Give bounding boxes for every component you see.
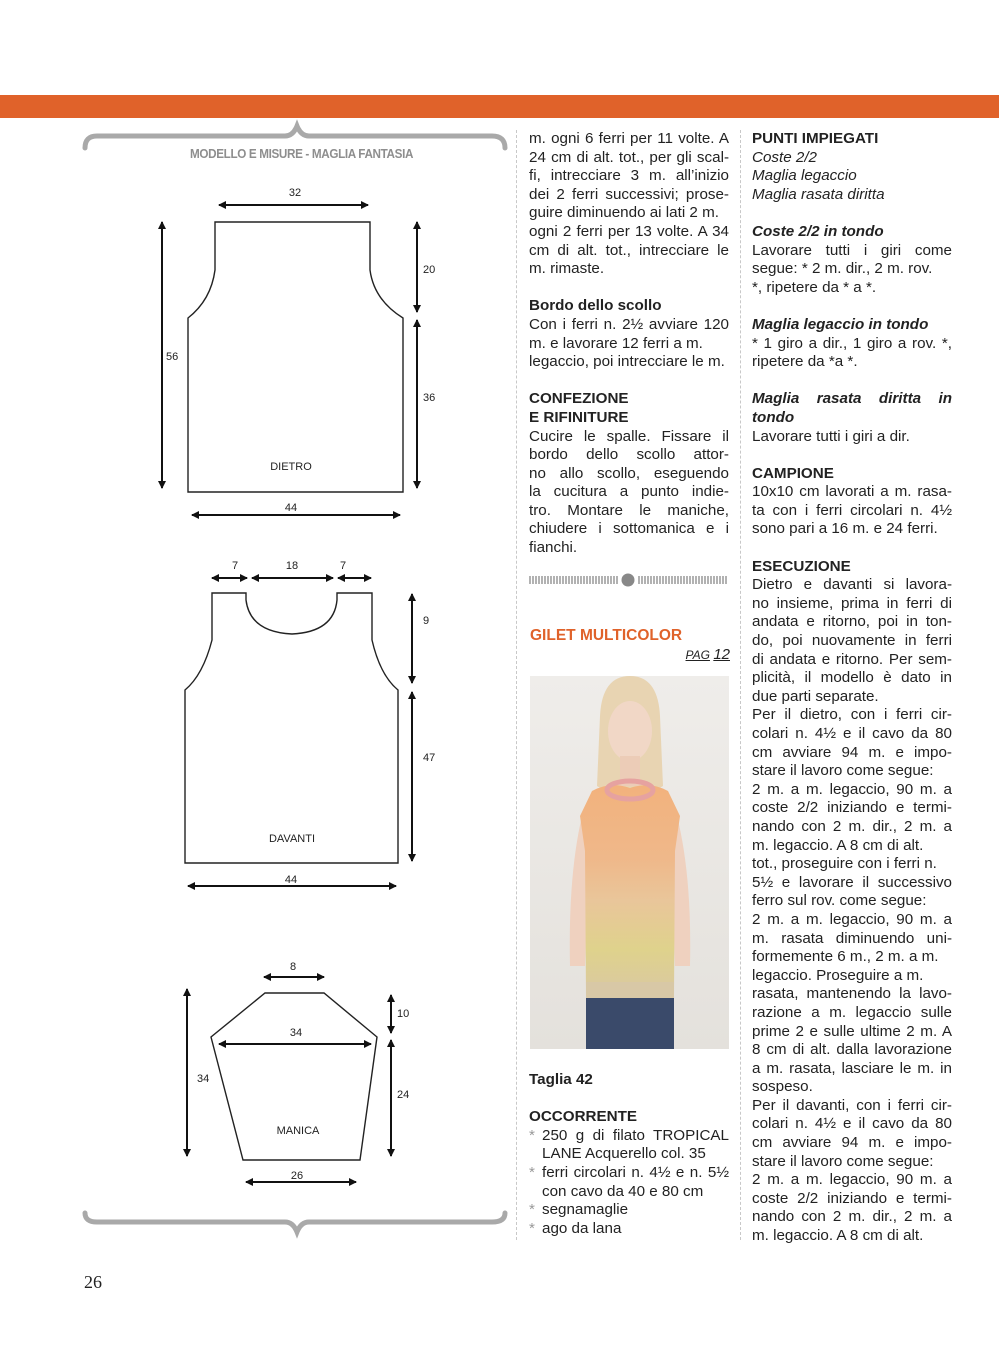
garter-text [752,335,952,372]
text-line: ogni 2 ferri per 13 volte. A 34 [529,222,729,240]
size-label: Taglia 42 [529,1071,593,1088]
text-line: cm di alt. tot., intrecciare le [529,241,729,259]
text-line: fi, intrecciare 3 m. all’inizio [529,167,729,185]
text-line: bordo dello scollo attor- [529,446,729,464]
page-ref-label: PAG [685,647,710,662]
text-line: ripetere da *a *. [752,353,858,371]
text-line: LANE Acquerello col. 35 [542,1145,706,1163]
back-bottom-label: 44 [284,502,298,514]
text-line: m. rasata diminuendo uni- [752,929,952,947]
sleeve-height-label: 34 [197,1073,210,1085]
materials-heading: OCCORRENTE [529,1108,638,1126]
bullet-star-icon: * [529,1201,535,1219]
back-side-top-label: 20 [423,264,436,276]
text-line: do, poi nuovamente in ferri [752,632,952,650]
text-line: ta con i ferri circolari n. 4½ [752,501,952,519]
top-bracket [85,126,505,148]
text-line: colari n. 4½ e il cavo da 80 [752,1115,952,1133]
text-line: rasata, mantenendo la lavo- [752,985,952,1003]
text-line: m. rimaste. [529,260,605,278]
stitches-list [752,149,952,205]
text-line: no allo scollo, eseguendo [529,464,729,482]
sleeve-top-label: 8 [289,961,297,973]
column-separator-1 [516,130,517,1240]
text-line: sono pari a 16 m. e 24 ferri. [752,520,938,538]
page-ref-number: 12 [713,645,730,663]
execution-heading: ESECUZIONE [752,557,851,575]
neck-border-heading: Bordo dello scollo [529,297,662,315]
text-line: sospeso. [752,1078,813,1096]
text-line: 2 m. a m. legaccio, 90 m. a [752,780,952,798]
back-height-label: 56 [166,351,179,363]
stockinette-heading-line1: Maglia rasata diritta in [752,390,952,408]
front-body-label: 47 [423,752,436,764]
materials-item [529,1127,729,1164]
text-line: dei 2 ferri successivi; prose- [529,185,729,203]
materials-item [529,1201,729,1220]
sleeve-piece-name: MANICA [276,1125,320,1137]
bullet-star-icon: * [529,1219,535,1237]
materials-section [529,1071,729,1238]
text-line: Lavorare tutti i giri come [752,241,952,259]
text-line: Con i ferri n. 2½ avviare 120 [529,315,729,333]
text-line: di andata e ritorno. Per sem- [752,650,952,668]
text-line: due parti separate. [752,687,879,705]
schematics-diagram [0,0,515,1240]
finishing-heading-line2: E RIFINITURE [529,408,629,426]
bottom-bracket [85,1213,505,1232]
back-top-label: 32 [288,187,302,199]
page-number: 26 [84,1272,102,1292]
text-line: cm avviare 94 m. e impo- [752,1134,952,1152]
back-piece-name: DIETRO [270,461,312,473]
instructions-column-3 [752,130,952,1246]
text-line: prime 2 e sulle ultime 2 m. A [752,1022,952,1040]
text-line: legaccio. Proseguire a m. [752,966,924,984]
text-line: m. legaccio. A 8 cm di alt. [752,836,924,854]
sleeve-length-label: 24 [397,1089,410,1101]
text-line: 2 m. a m. legaccio, 90 m. a [752,1171,952,1189]
rib-heading: Coste 2/2 in tondo [752,222,884,240]
sleeve-bottom-label: 26 [290,1170,304,1182]
finishing-heading-line1: CONFEZIONE [529,390,629,408]
garter-heading: Maglia legaccio in tondo [752,315,929,333]
text-line: ago da lana [542,1219,622,1237]
back-shaping-text [529,130,729,279]
stockinette-text [752,428,952,447]
pattern-title: GILET MULTICOLOR [530,627,683,644]
text-line: colari n. 4½ e il cavo da 80 [752,725,952,742]
text-line: coste 2/2 iniziando e termi- [752,1189,952,1207]
text-line: 5½ e lavorare il successivo [752,873,952,891]
text-line: Per il dietro, con i ferri cir- [752,706,952,724]
text-line: Cucire le spalle. Fissare il [529,427,729,445]
sleeve-cap-label: 10 [397,1008,410,1020]
text-line: 250 g di filato TROPICAL [542,1126,729,1144]
materials-list [529,1127,729,1239]
materials-item [529,1164,729,1201]
text-line: * 1 giro a dir., 1 giro a rov. *, [752,334,952,352]
gauge-heading: CAMPIONE [752,464,834,482]
text-line: la cucitura a punto indie- [529,483,729,501]
text-line: nando con 2 m. dir., 2 m. a [752,1208,952,1226]
front-armhole-label: 9 [423,615,430,627]
text-line: ferro sul rov. come segue: [752,892,927,910]
text-line: nando con 2 m. dir., 2 m. a [752,817,952,835]
front-piece-outline [185,593,398,863]
text-line: m. legaccio. A 8 cm di alt. [752,1227,924,1245]
front-neck-label: 18 [285,560,299,572]
text-line: formemente 6 m., 2 m. a m. [752,948,939,966]
text-line: no insieme, prima in ferri di [752,594,952,612]
text-line: chiudere i sottomanica e i [529,520,729,538]
section-divider [529,573,729,587]
front-piece-name: DAVANTI [268,833,316,845]
pattern-header [530,627,730,664]
front-shoulder-left-label: 7 [231,560,239,572]
text-line: guire diminuendo ai lati 2 m. [529,204,719,222]
text-line: *, ripetere da * a *. [752,278,877,296]
text-line: legaccio, poi intrecciare le m. [529,353,725,371]
bullet-star-icon: * [529,1126,535,1144]
back-side-bottom-label: 36 [423,392,436,404]
sleeve-width-label: 34 [289,1027,303,1039]
front-shoulder-right-label: 7 [339,560,347,572]
text-line: tot., proseguire con i ferri n. [752,855,937,873]
diagram-title: MODELLO E MISURE - MAGLIA FANTASIA [190,146,414,161]
neck-border-text [529,316,729,372]
bullet-star-icon: * [529,1163,535,1181]
stitch-item: Maglia legaccio [752,167,857,185]
rib-text [752,242,952,298]
text-line: m. ogni 6 ferri per 11 volte. A [529,130,729,147]
execution-text [752,576,952,1245]
text-line: segue: * 2 m. dir., 2 m. rov. [752,260,933,278]
text-line: segnamaglie [542,1201,629,1219]
text-line: 8 cm di alt. dalla lavorazione [752,1041,952,1059]
stockinette-heading-line2: tondo [752,408,795,426]
text-line: Lavorare tutti i giri a dir. [752,427,910,445]
text-line: plicità, il modello è dato in [752,669,952,687]
finishing-text [529,428,729,558]
text-line: coste 2/2 iniziando e termi- [752,799,952,817]
text-line: stare il lavoro come segue: [752,1152,934,1170]
stitch-item: Coste 2/2 [752,148,818,166]
column-separator-2 [740,130,741,1240]
text-line: Per il davanti, con i ferri cir- [752,1096,952,1114]
text-line: tro. Montare le maniche, [529,501,729,519]
text-line: fianchi. [529,539,578,557]
instructions-column-2 [529,130,729,558]
front-bottom-label: 44 [284,874,298,886]
text-line: stare il lavoro come segue: [752,762,934,780]
model-photo [530,676,729,1049]
text-line: 2 m. a m. legaccio, 90 m. a [752,910,952,928]
text-line: Dietro e davanti si lavora- [752,576,952,594]
stitch-item: Maglia rasata diritta [752,185,885,203]
stitches-heading: PUNTI IMPIEGATI [752,130,879,147]
text-line: con cavo da 40 e 80 cm [542,1182,704,1200]
text-line: razione a m. legaccio sulle [752,1003,952,1021]
text-line: cm avviare 94 m. e impo- [752,743,952,761]
page-reference[interactable] [530,646,730,665]
materials-item [529,1220,729,1239]
text-line: a m. rasata, lasciare le m. in [752,1059,952,1077]
gauge-text [752,483,952,539]
text-line: 10x10 cm lavorati a m. rasa- [752,483,952,501]
text-line: andata e ritorno, poi in ton- [752,613,952,631]
text-line: 24 cm di alt. tot., per gli scal- [529,148,729,166]
back-piece-outline [188,222,403,492]
text-line: m. e lavorare 12 ferri a m. [529,334,703,352]
text-line: ferri circolari n. 4½ e n. 5½ [542,1163,729,1181]
